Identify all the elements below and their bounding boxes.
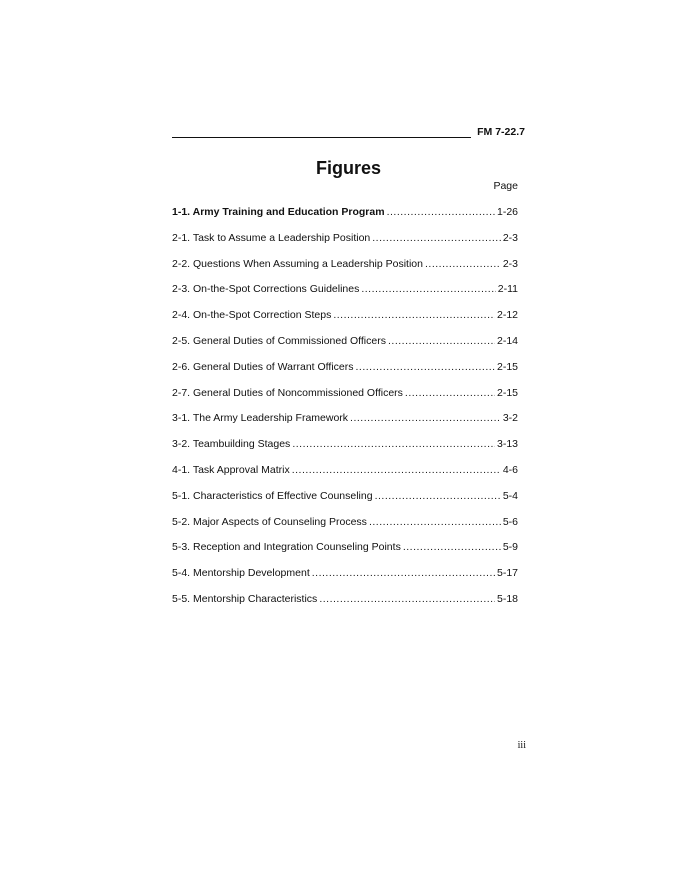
figure-entry-page: 2-11 — [497, 283, 518, 296]
dot-leader — [405, 386, 495, 400]
figure-entry[interactable] — [172, 540, 518, 566]
dot-leader — [350, 411, 501, 425]
dot-leader — [292, 463, 501, 477]
figure-entry-label: 5-4. Mentorship Development — [172, 567, 310, 580]
figure-entry[interactable] — [172, 257, 518, 283]
figure-entry-page: 2-15 — [496, 360, 518, 373]
figure-entry-page: 3-2 — [502, 412, 518, 425]
dot-leader — [375, 489, 501, 503]
figure-entry[interactable] — [172, 566, 518, 592]
figure-entry[interactable] — [172, 437, 518, 463]
figure-entry-page: 1-26 — [496, 206, 518, 218]
dot-leader — [372, 231, 501, 245]
figure-entry-page: 5-9 — [502, 541, 518, 554]
figure-entry[interactable] — [172, 411, 518, 437]
dot-leader — [425, 257, 501, 271]
header-title: FM 7-22.7 — [477, 126, 525, 138]
figure-entry-page: 4-6 — [502, 463, 518, 476]
figure-entry[interactable] — [172, 592, 518, 618]
figure-entry-page: 2-12 — [496, 309, 518, 322]
figure-entry-label: 2-1. Task to Assume a Leadership Position — [172, 231, 371, 244]
dot-leader — [388, 334, 495, 348]
dot-leader — [369, 515, 501, 529]
dot-leader — [355, 360, 495, 374]
figure-entry-page: 2-3 — [502, 231, 518, 244]
figure-entry[interactable] — [172, 205, 518, 231]
running-header — [172, 124, 525, 138]
figure-entry-page: 2-3 — [502, 257, 518, 270]
figure-entry[interactable] — [172, 334, 518, 360]
figure-entry-label: 2-6. General Duties of Warrant Officers — [172, 360, 354, 373]
figure-entry-label: 5-3. Reception and Integration Counseling Points — [172, 541, 401, 554]
page-title: Figures — [315, 158, 381, 178]
figure-entry-label: 3-1. The Army Leadership Framework — [172, 412, 349, 425]
figure-entry-page: 5-17 — [496, 567, 518, 580]
figure-entry[interactable] — [172, 360, 518, 386]
figure-entry[interactable] — [172, 386, 518, 412]
figure-entry[interactable] — [172, 489, 518, 515]
dot-leader — [319, 592, 495, 606]
page-number: iii — [517, 740, 526, 751]
figure-entry-label: 5-1. Characteristics of Effective Counseling — [172, 489, 373, 502]
dot-leader — [333, 308, 495, 322]
header-rule — [172, 126, 471, 138]
figure-entry[interactable] — [172, 282, 518, 308]
figure-entry[interactable] — [172, 231, 518, 257]
figure-entry-label: 3-2. Teambuilding Stages — [172, 438, 291, 451]
page-column-label: Page — [493, 180, 518, 192]
figure-entry-page: 5-6 — [502, 515, 518, 528]
figure-entry-label: 1-1. Army Training and Education Program — [172, 206, 385, 218]
figure-entry-page: 3-13 — [496, 438, 518, 451]
figure-entry-label: 2-7. General Duties of Noncommissioned Officers — [172, 386, 403, 399]
figure-entry-page: 2-15 — [496, 386, 518, 399]
figure-entry-label: 2-4. On-the-Spot Correction Steps — [172, 309, 332, 322]
dot-leader — [361, 282, 495, 296]
figure-entry[interactable] — [172, 515, 518, 541]
dot-leader — [292, 437, 495, 451]
figure-entry-label: 4-1. Task Approval Matrix — [172, 463, 290, 476]
figure-entry-label: 2-2. Questions When Assuming a Leadership Position — [172, 257, 423, 270]
dot-leader — [387, 205, 495, 219]
figure-entry-page: 2-14 — [496, 334, 518, 347]
figure-entry-label: 5-5. Mentorship Characteristics — [172, 592, 318, 605]
figure-entry[interactable] — [172, 463, 518, 489]
figure-entry-label: 2-3. On-the-Spot Corrections Guidelines — [172, 283, 360, 296]
figure-entry-label: 2-5. General Duties of Commissioned Officers — [172, 334, 386, 347]
dot-leader — [403, 540, 501, 554]
figure-entry-page: 5-18 — [496, 592, 518, 605]
figure-entry[interactable] — [172, 308, 518, 334]
figure-entry-label: 5-2. Major Aspects of Counseling Process — [172, 515, 367, 528]
dot-leader — [312, 566, 495, 580]
figures-list — [172, 205, 518, 618]
figure-entry-page: 5-4 — [502, 489, 518, 502]
